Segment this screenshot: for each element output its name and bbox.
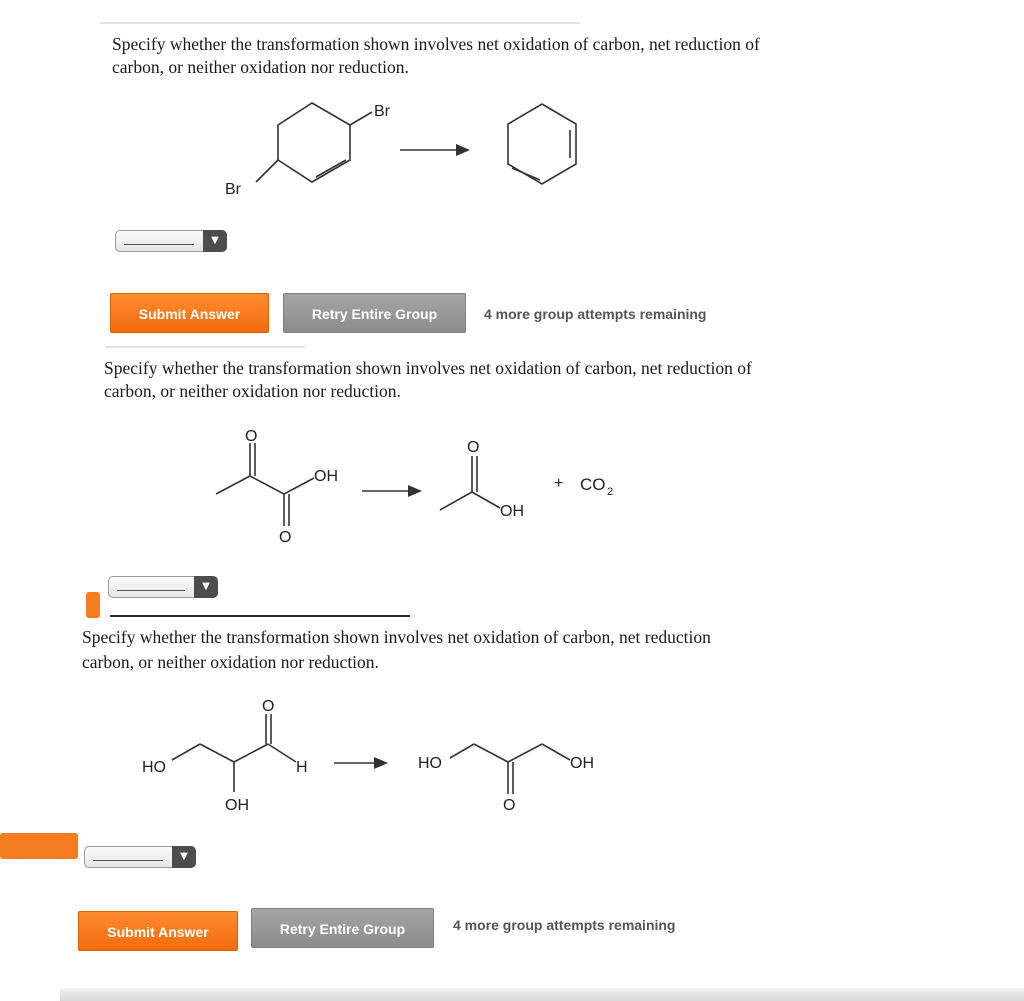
answer-select-2[interactable] [108, 576, 218, 598]
reaction-3-product-oh: OH [570, 755, 594, 772]
reaction-2-o-top: O [245, 428, 258, 445]
select-blank-line [93, 860, 163, 861]
section-divider-2 [105, 346, 305, 348]
section-divider-3 [110, 615, 410, 617]
orange-side-tab[interactable] [86, 592, 100, 618]
chevron-down-icon: ▼ [194, 576, 218, 598]
reaction-3-product-o: O [503, 797, 516, 814]
reaction-1-br-left: Br [225, 181, 241, 198]
page-bottom-edge [60, 988, 1024, 1001]
reaction-2-o-bottom: O [279, 529, 292, 546]
reaction-1-br-top: Br [374, 103, 390, 120]
question-3-prompt-line1: Specify whether the transformation shown involves net oxidation of carbon, net reduction [82, 627, 711, 647]
retry-entire-group-button[interactable]: Retry Entire Group [251, 908, 434, 948]
orange-side-tab[interactable] [0, 833, 78, 859]
answer-select-3[interactable] [84, 846, 196, 868]
submit-answer-button[interactable]: Submit Answer [78, 911, 238, 951]
reaction-3-oh-bottom: OH [225, 797, 249, 814]
question-2-prompt-line1: Specify whether the transformation shown involves net oxidation of carbon, net reduction of [104, 358, 752, 378]
reaction-3-product-ho: HO [418, 755, 442, 772]
select-blank-line [124, 244, 194, 245]
reaction-2-product-oh: OH [500, 503, 524, 520]
attempts-remaining-text: 4 more group attempts remaining [453, 917, 676, 933]
question-1-prompt-line1: Specify whether the transformation shown involves net oxidation of carbon, net reduction of [112, 34, 760, 54]
retry-entire-group-button[interactable]: Retry Entire Group [283, 293, 466, 333]
question-2-prompt-line2: carbon, or neither oxidation nor reduction. [104, 381, 401, 401]
chevron-down-icon: ▼ [203, 230, 227, 252]
answer-select-1[interactable] [115, 230, 227, 252]
question-3-prompt-line2: carbon, or neither oxidation nor reduction. [82, 652, 379, 672]
chevron-down-icon: ▼ [172, 846, 196, 868]
reaction-2-product-o: O [467, 439, 480, 456]
reaction-2-plus: + [554, 475, 564, 492]
reaction-2-oh: OH [314, 468, 338, 485]
reaction-3-h: H [296, 759, 308, 776]
reaction-2-co2: CO [580, 475, 606, 494]
question-1-prompt-line2: carbon, or neither oxidation nor reduction. [112, 57, 409, 77]
reaction-2-co2-subscript: 2 [607, 486, 614, 498]
reaction-3-ho-left: HO [142, 759, 166, 776]
reaction-3-o-top: O [262, 698, 275, 715]
attempts-remaining-text: 4 more group attempts remaining [484, 306, 707, 322]
submit-answer-button[interactable]: Submit Answer [110, 293, 269, 333]
top-divider [100, 22, 580, 24]
select-blank-line [117, 590, 185, 591]
